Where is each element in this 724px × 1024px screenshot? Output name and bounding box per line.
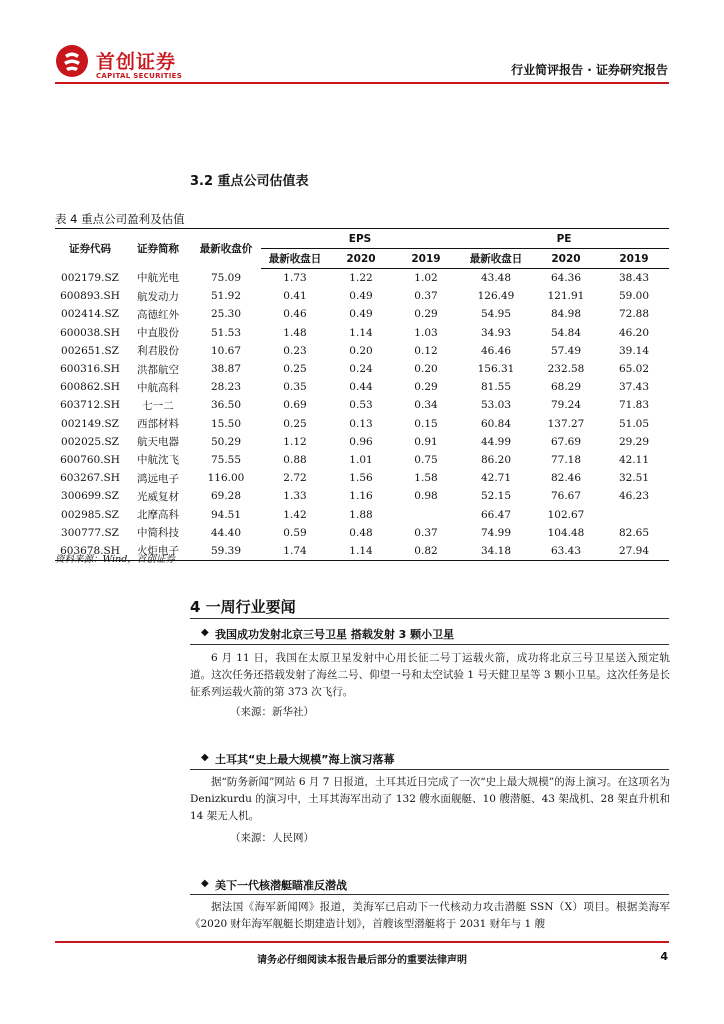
cell-price: 44.40 [210, 526, 242, 539]
report-type: 行业简评报告 · 证券研究报告 [511, 63, 668, 77]
cell-pe-2020: 137.27 [547, 417, 585, 430]
table-row [55, 378, 669, 396]
cell-pe-latest: 52.15 [480, 490, 512, 503]
cell-eps-latest: 2.72 [283, 472, 307, 485]
news-title-1: 我国成功发射北京三号卫星 搭载发射 3 颗小卫星 [215, 628, 455, 641]
cell-code: 603267.SH [60, 472, 120, 485]
cell-price: 50.29 [210, 435, 242, 448]
cell-pe-latest: 34.18 [459, 542, 533, 561]
cell-name: 鸿远电子 [137, 472, 179, 485]
cell-pe-2019 [599, 505, 669, 523]
cell-pe-2019: 59.00 [618, 290, 650, 303]
cell-price: 36.50 [210, 399, 242, 412]
cell-eps-latest: 1.12 [283, 435, 307, 448]
news-title-3: 美下一代核潜艇瞄准反潜战 [215, 879, 347, 892]
cell-eps-latest: 1.73 [283, 272, 307, 285]
table-row [55, 287, 669, 305]
news-body-1: 6 月 11 日，我国在太原卫星发射中心用长征二号丁运载火箭，成功将北京三号卫星送入预定轨道。这次任务还搭载发射了海丝二号、仰望一号和太空试验 1 号天健卫星等 3 颗小卫星。这次任务是长征系列运载火箭的第 373 次飞行。 [190, 652, 670, 698]
cell-eps-latest: 0.88 [283, 453, 307, 466]
cell-eps-2019: 0.82 [393, 542, 459, 561]
cell-pe-2020: 64.36 [550, 272, 582, 285]
cell-eps-2020: 1.01 [349, 453, 373, 466]
cell-pe-latest: 126.49 [477, 290, 515, 303]
cell-pe-2019: 46.23 [618, 490, 650, 503]
cell-eps-2020: 0.24 [349, 363, 373, 376]
cell-pe-latest: 81.55 [480, 381, 512, 394]
header-price: 最新收盘价 [191, 229, 261, 269]
cell-pe-2020: 77.18 [550, 453, 582, 466]
cell-eps-2020: 1.16 [349, 490, 373, 503]
cell-name: 中航高科 [137, 381, 179, 394]
cell-code: 600893.SH [60, 290, 120, 303]
cell-pe-2020: 84.98 [550, 308, 582, 321]
cell-price: 51.92 [210, 290, 242, 303]
cell-eps-2020: 0.49 [349, 308, 373, 321]
table-row [55, 342, 669, 360]
legal-notice: 请务必仔细阅读本报告最后部分的重要法律声明 [257, 955, 467, 966]
cell-name: 火炬电子 [125, 542, 191, 561]
cell-price: 10.67 [210, 344, 242, 357]
cell-eps-latest: 0.35 [283, 381, 307, 394]
cell-code: 002651.SZ [61, 344, 119, 357]
cell-eps-2019: 0.37 [414, 526, 438, 539]
diamond-bullet-icon: ◆ [201, 878, 209, 889]
cell-eps-2020: 1.22 [349, 272, 373, 285]
cell-eps-latest: 0.59 [283, 526, 307, 539]
cell-pe-2020: 82.46 [550, 472, 582, 485]
table-row [55, 269, 669, 288]
cell-pe-2020: 104.48 [547, 526, 585, 539]
cell-eps-2019: 1.02 [414, 272, 438, 285]
table-row [55, 324, 669, 342]
cell-code: 002149.SZ [61, 417, 119, 430]
cell-eps-2019: 1.03 [414, 326, 438, 339]
cell-eps-latest: 0.69 [283, 399, 307, 412]
cell-eps-2019: 0.12 [414, 344, 438, 357]
section-title-valuation: 3.2 重点公司估值表 [190, 174, 309, 189]
news-divider [190, 894, 669, 895]
news-divider [190, 769, 669, 770]
cell-price: 116.00 [207, 472, 245, 485]
cell-eps-2019: 0.37 [414, 290, 438, 303]
cell-name: 中航沈飞 [137, 454, 179, 467]
cell-code: 300699.SZ [61, 490, 119, 503]
page-number: 4 [660, 950, 668, 963]
cell-pe-latest: 44.99 [480, 435, 512, 448]
cell-pe-2019: 39.14 [618, 344, 650, 357]
cell-pe-2020: 232.58 [547, 363, 585, 376]
news-divider [190, 644, 669, 645]
cell-eps-2020: 0.96 [349, 435, 373, 448]
table-row [55, 433, 669, 451]
cell-pe-2020: 121.91 [547, 290, 585, 303]
valuation-table-body [55, 269, 669, 561]
cell-pe-2019: 51.05 [618, 417, 650, 430]
cell-eps-latest: 1.33 [283, 490, 307, 503]
cell-code: 300777.SZ [61, 526, 119, 539]
header-eps-latest: 最新收盘日 [261, 249, 329, 269]
cell-pe-latest: 86.20 [480, 453, 512, 466]
section-title-news: 4 一周行业要闻 [190, 598, 296, 616]
cell-pe-latest: 60.84 [480, 417, 512, 430]
table-row [55, 451, 669, 469]
cell-name: 高德红外 [137, 308, 179, 321]
cell-pe-2019: 29.29 [618, 435, 650, 448]
news-source-2: （来源：人民网） [230, 832, 314, 844]
table-caption: 表 4 重点公司盈利及估值 [55, 212, 185, 226]
cell-code: 600760.SH [60, 453, 120, 466]
cell-name: 光威复材 [137, 490, 179, 503]
cell-code: 600862.SH [60, 381, 120, 394]
cell-eps-2019: 0.98 [414, 490, 438, 503]
news-divider [190, 618, 669, 619]
cell-name: 七一二 [142, 399, 174, 412]
cell-eps-2020: 0.48 [349, 526, 373, 539]
cell-eps-2020: 0.20 [349, 344, 373, 357]
cell-pe-latest: 74.99 [480, 526, 512, 539]
company-logo-icon [55, 44, 89, 78]
cell-eps-2019: 1.58 [414, 472, 438, 485]
cell-eps-latest: 0.23 [283, 344, 307, 357]
header-eps-2020: 2020 [329, 249, 393, 269]
cell-eps-2020: 1.14 [349, 326, 373, 339]
cell-pe-latest: 43.48 [480, 272, 512, 285]
table-row [55, 469, 669, 487]
cell-code: 600038.SH [60, 326, 120, 339]
cell-pe-2019: 71.83 [618, 399, 650, 412]
cell-pe-2020: 79.24 [550, 399, 582, 412]
cell-pe-2019: 72.88 [618, 308, 650, 321]
cell-eps-2020: 1.14 [329, 542, 393, 561]
cell-name: 中直股份 [137, 327, 179, 340]
cell-price: 69.28 [210, 490, 242, 503]
cell-eps-2019: 0.20 [414, 363, 438, 376]
cell-pe-2019: 65.02 [618, 363, 650, 376]
cell-name: 中简科技 [137, 527, 179, 540]
cell-pe-2020: 68.29 [550, 381, 582, 394]
cell-pe-latest: 53.03 [480, 399, 512, 412]
cell-eps-2019: 0.29 [414, 308, 438, 321]
cell-eps-2019: 0.29 [414, 381, 438, 394]
cell-eps-2019: 0.91 [414, 435, 438, 448]
header-pe: PE [459, 229, 669, 249]
cell-price: 75.09 [210, 271, 242, 284]
header-code: 证券代码 [55, 229, 125, 269]
cell-pe-2020: 54.84 [550, 326, 582, 339]
cell-eps-2019: 0.75 [414, 453, 438, 466]
header-eps-2019: 2019 [393, 249, 459, 269]
cell-name: 洪都航空 [137, 363, 179, 376]
header-name: 证券简称 [125, 229, 191, 269]
cell-pe-latest: 66.47 [480, 508, 512, 521]
cell-eps-latest: 0.25 [283, 417, 307, 430]
news-body-3: 据法国《海军新闻网》报道，美海军已启动下一代核动力攻击潜艇 SSN（X）项目。根据美海军《2020 财年海军舰艇长期建造计划》，首艘该型潜艇将于 2031 财年与 1 艘 [190, 901, 670, 930]
cell-pe-2020: 67.69 [550, 435, 582, 448]
logo-english-name: CAPITAL SECURITIES [96, 72, 183, 80]
cell-pe-2019: 37.43 [618, 381, 650, 394]
cell-code: 002179.SZ [61, 271, 119, 284]
cell-eps-latest: 1.48 [283, 326, 307, 339]
table-source: 资料来源：Wind，首创证券 [55, 554, 175, 565]
cell-eps-latest: 0.25 [283, 363, 307, 376]
table-row [55, 415, 669, 433]
header-divider [55, 82, 669, 84]
footer-divider [55, 941, 669, 943]
cell-eps-2020: 1.88 [349, 508, 373, 521]
cell-pe-2019: 82.65 [618, 526, 650, 539]
cell-eps-latest: 1.42 [283, 508, 307, 521]
cell-pe-2020: 102.67 [547, 508, 585, 521]
table-row [55, 524, 669, 542]
diamond-bullet-icon: ◆ [201, 752, 209, 763]
cell-pe-2019: 27.94 [599, 542, 669, 561]
table-row [55, 305, 669, 323]
cell-eps-2020: 0.53 [349, 399, 373, 412]
table-row [55, 396, 669, 414]
diamond-bullet-icon: ◆ [201, 627, 209, 638]
cell-price: 59.39 [191, 542, 261, 561]
cell-pe-latest: 54.95 [480, 308, 512, 321]
table-row [55, 505, 669, 523]
cell-name: 利君股份 [137, 345, 179, 358]
cell-eps-2019: 0.34 [414, 399, 438, 412]
header-pe-2020: 2020 [533, 249, 599, 269]
cell-code: 002985.SZ [61, 508, 119, 521]
news-body-2: 据“防务新闻”网站 6 月 7 日报道，土耳其近日完成了一次“史上最大规模”的海上演习。在这项名为 Denizkurdu 的演习中，土耳其海军出动了 132 艘水面舰艇、10 艘潜艇、43 架战机、28 架直升机和 14 架无人机。 [190, 776, 670, 822]
cell-price: 25.30 [210, 308, 242, 321]
cell-eps-2020: 0.44 [349, 381, 373, 394]
cell-price: 51.53 [210, 326, 242, 339]
news-source-1: （来源：新华社） [230, 706, 314, 718]
cell-name: 航发动力 [137, 290, 179, 303]
cell-price: 94.51 [210, 508, 242, 521]
cell-pe-latest: 46.46 [480, 344, 512, 357]
cell-name: 北摩高科 [137, 509, 179, 522]
header-pe-2019: 2019 [599, 249, 669, 269]
cell-name: 中航光电 [137, 272, 179, 285]
logo-chinese-name: 首创证券 [96, 51, 177, 73]
cell-name: 航天电器 [137, 436, 179, 449]
cell-pe-2019: 38.43 [618, 272, 650, 285]
cell-eps-latest: 0.46 [283, 308, 307, 321]
cell-eps-2019 [393, 505, 459, 523]
cell-price: 28.23 [210, 381, 242, 394]
cell-pe-2020: 57.49 [550, 344, 582, 357]
cell-pe-latest: 42.71 [480, 472, 512, 485]
cell-pe-2019: 46.20 [618, 326, 650, 339]
cell-name: 西部材料 [137, 418, 179, 431]
cell-code: 603712.SH [60, 399, 120, 412]
cell-eps-latest: 1.74 [261, 542, 329, 561]
cell-price: 15.50 [210, 417, 242, 430]
header-eps: EPS [261, 229, 459, 249]
header-pe-latest: 最新收盘日 [459, 249, 533, 269]
cell-price: 38.87 [210, 363, 242, 376]
news-title-2: 土耳其“史上最大规模”海上演习落幕 [215, 753, 395, 766]
cell-code: 002025.SZ [61, 435, 119, 448]
cell-price: 75.55 [210, 453, 242, 466]
table-row [55, 360, 669, 378]
cell-pe-2019: 42.11 [618, 453, 650, 466]
cell-pe-2020: 63.43 [533, 542, 599, 561]
cell-eps-2019: 0.15 [414, 417, 438, 430]
cell-eps-2020: 0.13 [349, 417, 373, 430]
table-row [55, 487, 669, 505]
cell-pe-2020: 76.67 [550, 490, 582, 503]
cell-eps-latest: 0.41 [283, 290, 307, 303]
cell-eps-2020: 1.56 [349, 472, 373, 485]
cell-pe-latest: 156.31 [477, 363, 515, 376]
cell-eps-2020: 0.49 [349, 290, 373, 303]
cell-code: 600316.SH [60, 363, 120, 376]
cell-pe-2019: 32.51 [618, 472, 650, 485]
cell-code: 603678.SH [55, 542, 125, 561]
cell-code: 002414.SZ [61, 308, 119, 321]
cell-pe-latest: 34.93 [480, 326, 512, 339]
valuation-table [55, 228, 669, 561]
